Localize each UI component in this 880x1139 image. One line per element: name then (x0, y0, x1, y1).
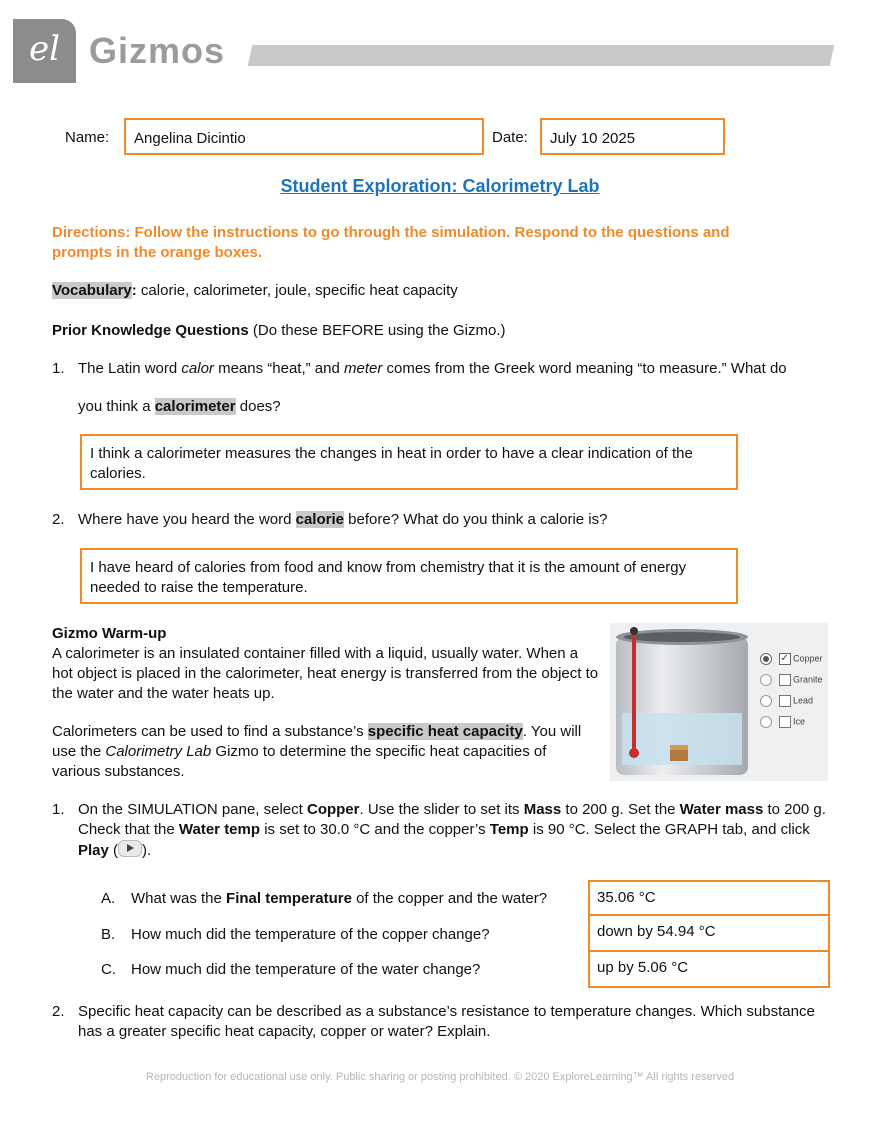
q1-text-b: means “heat,” and (213, 360, 344, 377)
q2-number: 2. (52, 511, 65, 528)
w1-t-m: ( (108, 842, 119, 859)
option-granite[interactable] (760, 674, 823, 695)
w1-t-i: is set to 30.0 °C and the copper’s (260, 821, 490, 838)
w1-b-copper: Copper (306, 801, 360, 818)
subq-c-letter: C. (101, 961, 116, 978)
w2-text: Specific heat capacity can be described as a substance’s resistance to temperature changes. Which substance has a greater specific heat capacity, copper or water? Explain. (78, 1003, 815, 1040)
q1-italic-calor: calor (181, 360, 214, 377)
w1-t-a: On the SIMULATION pane, select (78, 801, 307, 818)
directions-text: Directions: Follow the instructions to go through the simulation. Respond to the questions and prompts in the orange boxes. (52, 224, 730, 261)
date-field[interactable]: July 10 2025 (540, 118, 725, 155)
prior-knowledge-heading (52, 321, 505, 341)
vocabulary-label: Vocabulary (52, 282, 132, 299)
w1-t-n: ). (142, 842, 152, 859)
name-field[interactable]: Angelina Dicintio (124, 118, 484, 155)
option-ice-label: Ice (793, 716, 806, 727)
gizmo-name-italic: Calorimetry Lab (105, 743, 212, 760)
gizmos-logo (13, 19, 76, 83)
q1-answer-box[interactable]: I think a calorimeter measures the changes in heat in order to have a clear indication of the calories. (80, 434, 738, 490)
warmup-paragraph-1: A calorimeter is an insulated container filled with a liquid, usually water. When a hot object is placed in the calorimeter, heat energy is transferred from the object to the water and the water heats up. (52, 645, 599, 702)
q1-text-e: does? (235, 398, 281, 415)
brand-name: Gizmos (89, 30, 226, 71)
page-title: Student Exploration: Calorimetry Lab (280, 176, 600, 196)
radio-copper-icon[interactable] (760, 653, 772, 665)
w1-b-temp: Temp (489, 821, 529, 838)
q2-text-b: before? What do you think a calorie is? (344, 511, 608, 528)
radio-lead-icon[interactable] (760, 695, 772, 707)
w1-t-c: . Use the slider to set its (359, 801, 524, 818)
play-icon (118, 840, 142, 857)
radio-ice-icon[interactable] (760, 716, 772, 728)
q1-number: 1. (52, 360, 65, 377)
vocabulary-colon: : (131, 282, 137, 299)
calorimeter-image (610, 623, 828, 781)
w1-t-k: is 90 °C. Select the GRAPH tab, and click (528, 821, 810, 838)
subq-b-text: How much did the temperature of the copper change? (131, 926, 490, 943)
q1-italic-meter: meter (343, 360, 383, 377)
date-label: Date: (492, 129, 528, 146)
w1-t-g: to 200 g. Check that the (78, 801, 826, 838)
warmup-heading: Gizmo Warm-up (52, 625, 167, 642)
header-banner (248, 45, 834, 66)
q2-line (78, 510, 607, 530)
subq-a-text (131, 889, 547, 909)
q1-text-c: comes from the Greek word meaning “to measure.” What do (382, 360, 787, 377)
answer-c-field[interactable]: up by 5.06 °C (588, 952, 830, 988)
w1-b-water-temp: Water temp (178, 821, 261, 838)
q2-term-calorie: calorie (295, 511, 344, 528)
q2-answer-box[interactable]: I have heard of calories from food and know from chemistry that it is the amount of energy needed to raise the temperature. (80, 548, 738, 604)
checkbox-granite-icon[interactable] (779, 674, 791, 686)
option-granite-label: Granite (793, 674, 823, 685)
q2-text-a: Where have you heard the word (78, 511, 296, 528)
prior-note: (Do these BEFORE using the Gizmo.) (248, 322, 506, 339)
subq-a-bold: Final temperature (226, 890, 352, 907)
vocabulary-terms: calorie, calorimeter, joule, specific heat capacity (136, 282, 458, 299)
checkbox-copper-icon[interactable]: ✓ (780, 653, 789, 664)
w1-b-play: Play (78, 842, 109, 859)
subq-a-pre: What was the (131, 890, 227, 907)
q1-text-a: The Latin word (78, 360, 182, 377)
warmup-p2-text-a: Calorimeters can be used to find a substance’s (52, 723, 368, 740)
subq-b-letter: B. (101, 926, 116, 943)
substance-option-list (760, 653, 823, 737)
name-label: Name: (65, 129, 110, 146)
subq-a-post: of the copper and the water? (351, 890, 548, 907)
checkbox-ice-icon[interactable] (779, 716, 791, 728)
answer-table (588, 880, 830, 988)
subq-c-text: How much did the temperature of the water change? (131, 961, 481, 978)
term-specific-heat-capacity: specific heat capacity (367, 723, 523, 740)
w1-b-water-mass: Water mass (679, 801, 764, 818)
answer-b-field[interactable]: down by 54.94 °C (588, 916, 830, 952)
subq-a-letter: A. (101, 890, 116, 907)
q1-text-d: you think a (78, 398, 155, 415)
w1-number: 1. (52, 801, 65, 818)
footer-copyright: Reproduction for educational use only. Public sharing or posting prohibited. © 2020 ExploreLearning™ All rights reserved (145, 1071, 735, 1083)
q1-term-calorimeter: calorimeter (154, 398, 236, 415)
warmup-paragraph-2 (52, 722, 597, 782)
vocabulary-line (52, 281, 458, 301)
w1-t-e: to 200 g. Set the (561, 801, 680, 818)
w1-b-mass: Mass (523, 801, 562, 818)
warmup-p2-text-b: . You will use the (52, 723, 582, 760)
logo-mark: el (29, 29, 60, 69)
w2-number: 2. (52, 1003, 65, 1020)
w1-instructions (78, 800, 830, 861)
option-lead[interactable] (760, 695, 823, 716)
option-copper-label: Copper (793, 653, 823, 664)
checkbox-lead-icon[interactable] (779, 695, 791, 707)
prior-label: Prior Knowledge Questions (52, 322, 249, 339)
q1-line2 (78, 397, 281, 417)
q1-line1 (78, 359, 838, 379)
radio-granite-icon[interactable] (760, 674, 772, 686)
warmup-p2-text-c: Gizmo to determine the specific heat capacities of various substances. (52, 743, 547, 780)
option-ice[interactable] (760, 716, 823, 737)
option-lead-label: Lead (793, 695, 814, 706)
option-copper[interactable] (760, 653, 823, 674)
answer-a-field[interactable]: 35.06 °C (588, 880, 830, 916)
